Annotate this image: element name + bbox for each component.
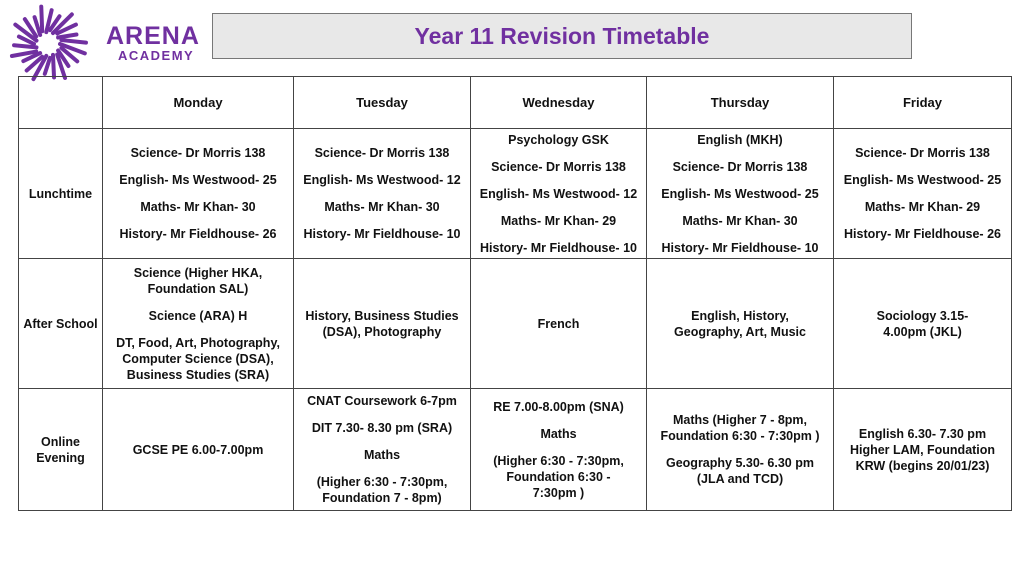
cell-line: GCSE PE 6.00-7.00pm [132, 442, 264, 457]
cell-line: English- Ms Westwood- 25 [119, 173, 277, 187]
cell-line: Foundation 7 - 8pm) [322, 491, 442, 505]
cell-line: DIT 7.30- 8.30 pm (SRA) [311, 421, 453, 435]
cell-line: Business Studies (SRA) [126, 367, 270, 382]
line-spacer [107, 215, 289, 226]
cell-online-evening-friday [834, 389, 1012, 511]
cell-line: English- Ms Westwood- 12 [303, 173, 461, 187]
cell-line: English- Ms Westwood- 12 [479, 186, 638, 201]
cell-line: Science (ARA) H [148, 308, 248, 323]
cell-line: Foundation 6:30 - [506, 469, 611, 484]
cell-line: Psychology GSK [508, 132, 609, 147]
cell-online-evening-tuesday [294, 389, 471, 511]
line-spacer [298, 188, 466, 199]
line-spacer [475, 229, 642, 240]
cell-line: 4.00pm (JKL) [883, 324, 962, 339]
cell-line: English 6.30- 7.30 pm [858, 426, 987, 441]
line-spacer [107, 324, 289, 335]
page-title: Year 11 Revision Timetable [414, 22, 710, 49]
cell-line: Maths- Mr Khan- 30 [682, 213, 798, 228]
row-after-school [19, 259, 1012, 389]
line-spacer [651, 444, 829, 455]
revision-timetable [18, 76, 1012, 511]
line-spacer [838, 215, 1007, 226]
line-spacer [298, 463, 466, 474]
cell-lunchtime-wednesday [471, 129, 647, 259]
day-header-friday: Friday [834, 77, 1012, 129]
cell-line: Maths- Mr Khan- 30 [140, 200, 256, 214]
day-header-wednesday: Wednesday [471, 77, 647, 129]
line-spacer [298, 436, 466, 447]
line-spacer [298, 215, 466, 226]
cell-line: English- Ms Westwood- 25 [661, 186, 819, 201]
cell-line: Foundation 6:30 - 7:30pm ) [660, 429, 820, 443]
line-spacer [475, 175, 642, 186]
cell-online-evening-wednesday [471, 389, 647, 511]
cell-line: Sociology 3.15- [876, 308, 969, 323]
cell-line: Geography, Art, Music [674, 324, 806, 339]
cell-line: History- Mr Fieldhouse- 10 [303, 227, 461, 241]
logo-ray [61, 40, 86, 43]
cell-line: English- Ms Westwood- 25 [843, 173, 1002, 187]
day-header-tuesday: Tuesday [294, 77, 471, 129]
logo-name: ARENA [106, 22, 200, 50]
cell-lunchtime-thursday [647, 129, 834, 259]
cell-line: English (MKH) [697, 132, 783, 147]
cell-line: Science- Dr Morris 138 [314, 146, 450, 160]
cell-line: CNAT Coursework 6-7pm [307, 394, 457, 408]
cell-line: Science- Dr Morris 138 [672, 159, 808, 174]
cell-line: Science- Dr Morris 138 [491, 159, 626, 174]
cell-online-evening-monday [103, 389, 294, 511]
cell-line: KRW (begins 20/01/23) [855, 458, 990, 473]
cell-lunchtime-monday [103, 129, 294, 259]
cell-line: Science- Dr Morris 138 [855, 146, 990, 160]
starburst-logo-icon [8, 2, 92, 86]
cell-line: Higher LAM, Foundation [849, 442, 996, 457]
cell-line: DT, Food, Art, Photography, [116, 335, 280, 350]
cell-line: History- Mr Fieldhouse- 26 [844, 227, 1001, 241]
cell-line: French [537, 316, 580, 331]
line-spacer [107, 297, 289, 308]
row-online-evening [19, 389, 1012, 511]
line-spacer [651, 229, 829, 240]
logo-subtitle: ACADEMY [118, 48, 195, 63]
cell-line: Geography 5.30- 6.30 pm [666, 456, 814, 470]
cell-line: RE 7.00-8.00pm (SNA) [493, 399, 624, 414]
row-label-lunchtime: Lunchtime [19, 129, 103, 259]
cell-line: History- Mr Fieldhouse- 10 [480, 240, 637, 255]
cell-after-school-wednesday [471, 259, 647, 389]
logo-ray [41, 7, 42, 32]
line-spacer [651, 202, 829, 213]
cell-line: English, History, [691, 308, 789, 323]
cell-lunchtime-friday [834, 129, 1012, 259]
line-spacer [651, 148, 829, 159]
cell-line: Computer Science (DSA), [122, 351, 274, 366]
cell-line: History- Mr Fieldhouse- 10 [661, 240, 819, 255]
cell-line: Maths- Mr Khan- 29 [864, 200, 981, 214]
day-header-monday: Monday [103, 77, 294, 129]
cell-line: Science- Dr Morris 138 [130, 146, 266, 160]
header-row [19, 77, 1012, 129]
line-spacer [475, 415, 642, 426]
line-spacer [107, 161, 289, 172]
cell-line: Maths- Mr Khan- 29 [500, 213, 617, 228]
cell-line: (Higher 6:30 - 7:30pm, [316, 475, 448, 489]
line-spacer [475, 442, 642, 453]
cell-line: (DSA), Photography [322, 324, 442, 339]
cell-line: (Higher 6:30 - 7:30pm, [493, 453, 624, 468]
cell-after-school-tuesday [294, 259, 471, 389]
cell-line: Foundation SAL) [147, 281, 249, 296]
line-spacer [838, 161, 1007, 172]
line-spacer [298, 161, 466, 172]
line-spacer [651, 175, 829, 186]
logo-ray [53, 55, 54, 78]
cell-line: Science (Higher HKA, [133, 265, 263, 280]
arena-academy-logo [8, 2, 208, 82]
cell-online-evening-thursday [647, 389, 834, 511]
title-banner [212, 13, 912, 59]
row-label-online-evening: Online Evening [19, 389, 103, 511]
day-header-thursday: Thursday [647, 77, 834, 129]
row-lunchtime [19, 129, 1012, 259]
line-spacer [838, 188, 1007, 199]
cell-line: Maths- Mr Khan- 30 [324, 200, 440, 214]
cell-after-school-friday [834, 259, 1012, 389]
cell-line: Maths (Higher 7 - 8pm, [672, 413, 808, 427]
cell-line: (JLA and TCD) [696, 472, 784, 486]
cell-after-school-monday [103, 259, 294, 389]
cell-line: 7:30pm ) [532, 485, 585, 500]
line-spacer [298, 409, 466, 420]
line-spacer [475, 202, 642, 213]
row-label-after-school: After School [19, 259, 103, 389]
line-spacer [475, 148, 642, 159]
logo-ray [58, 35, 76, 38]
line-spacer [107, 188, 289, 199]
cell-line: Maths [363, 448, 401, 462]
cell-line: History, Business Studies [305, 308, 459, 323]
corner-cell [19, 77, 103, 129]
cell-line: History- Mr Fieldhouse- 26 [119, 227, 277, 241]
cell-lunchtime-tuesday [294, 129, 471, 259]
cell-line: Maths [540, 426, 577, 441]
cell-after-school-thursday [647, 259, 834, 389]
